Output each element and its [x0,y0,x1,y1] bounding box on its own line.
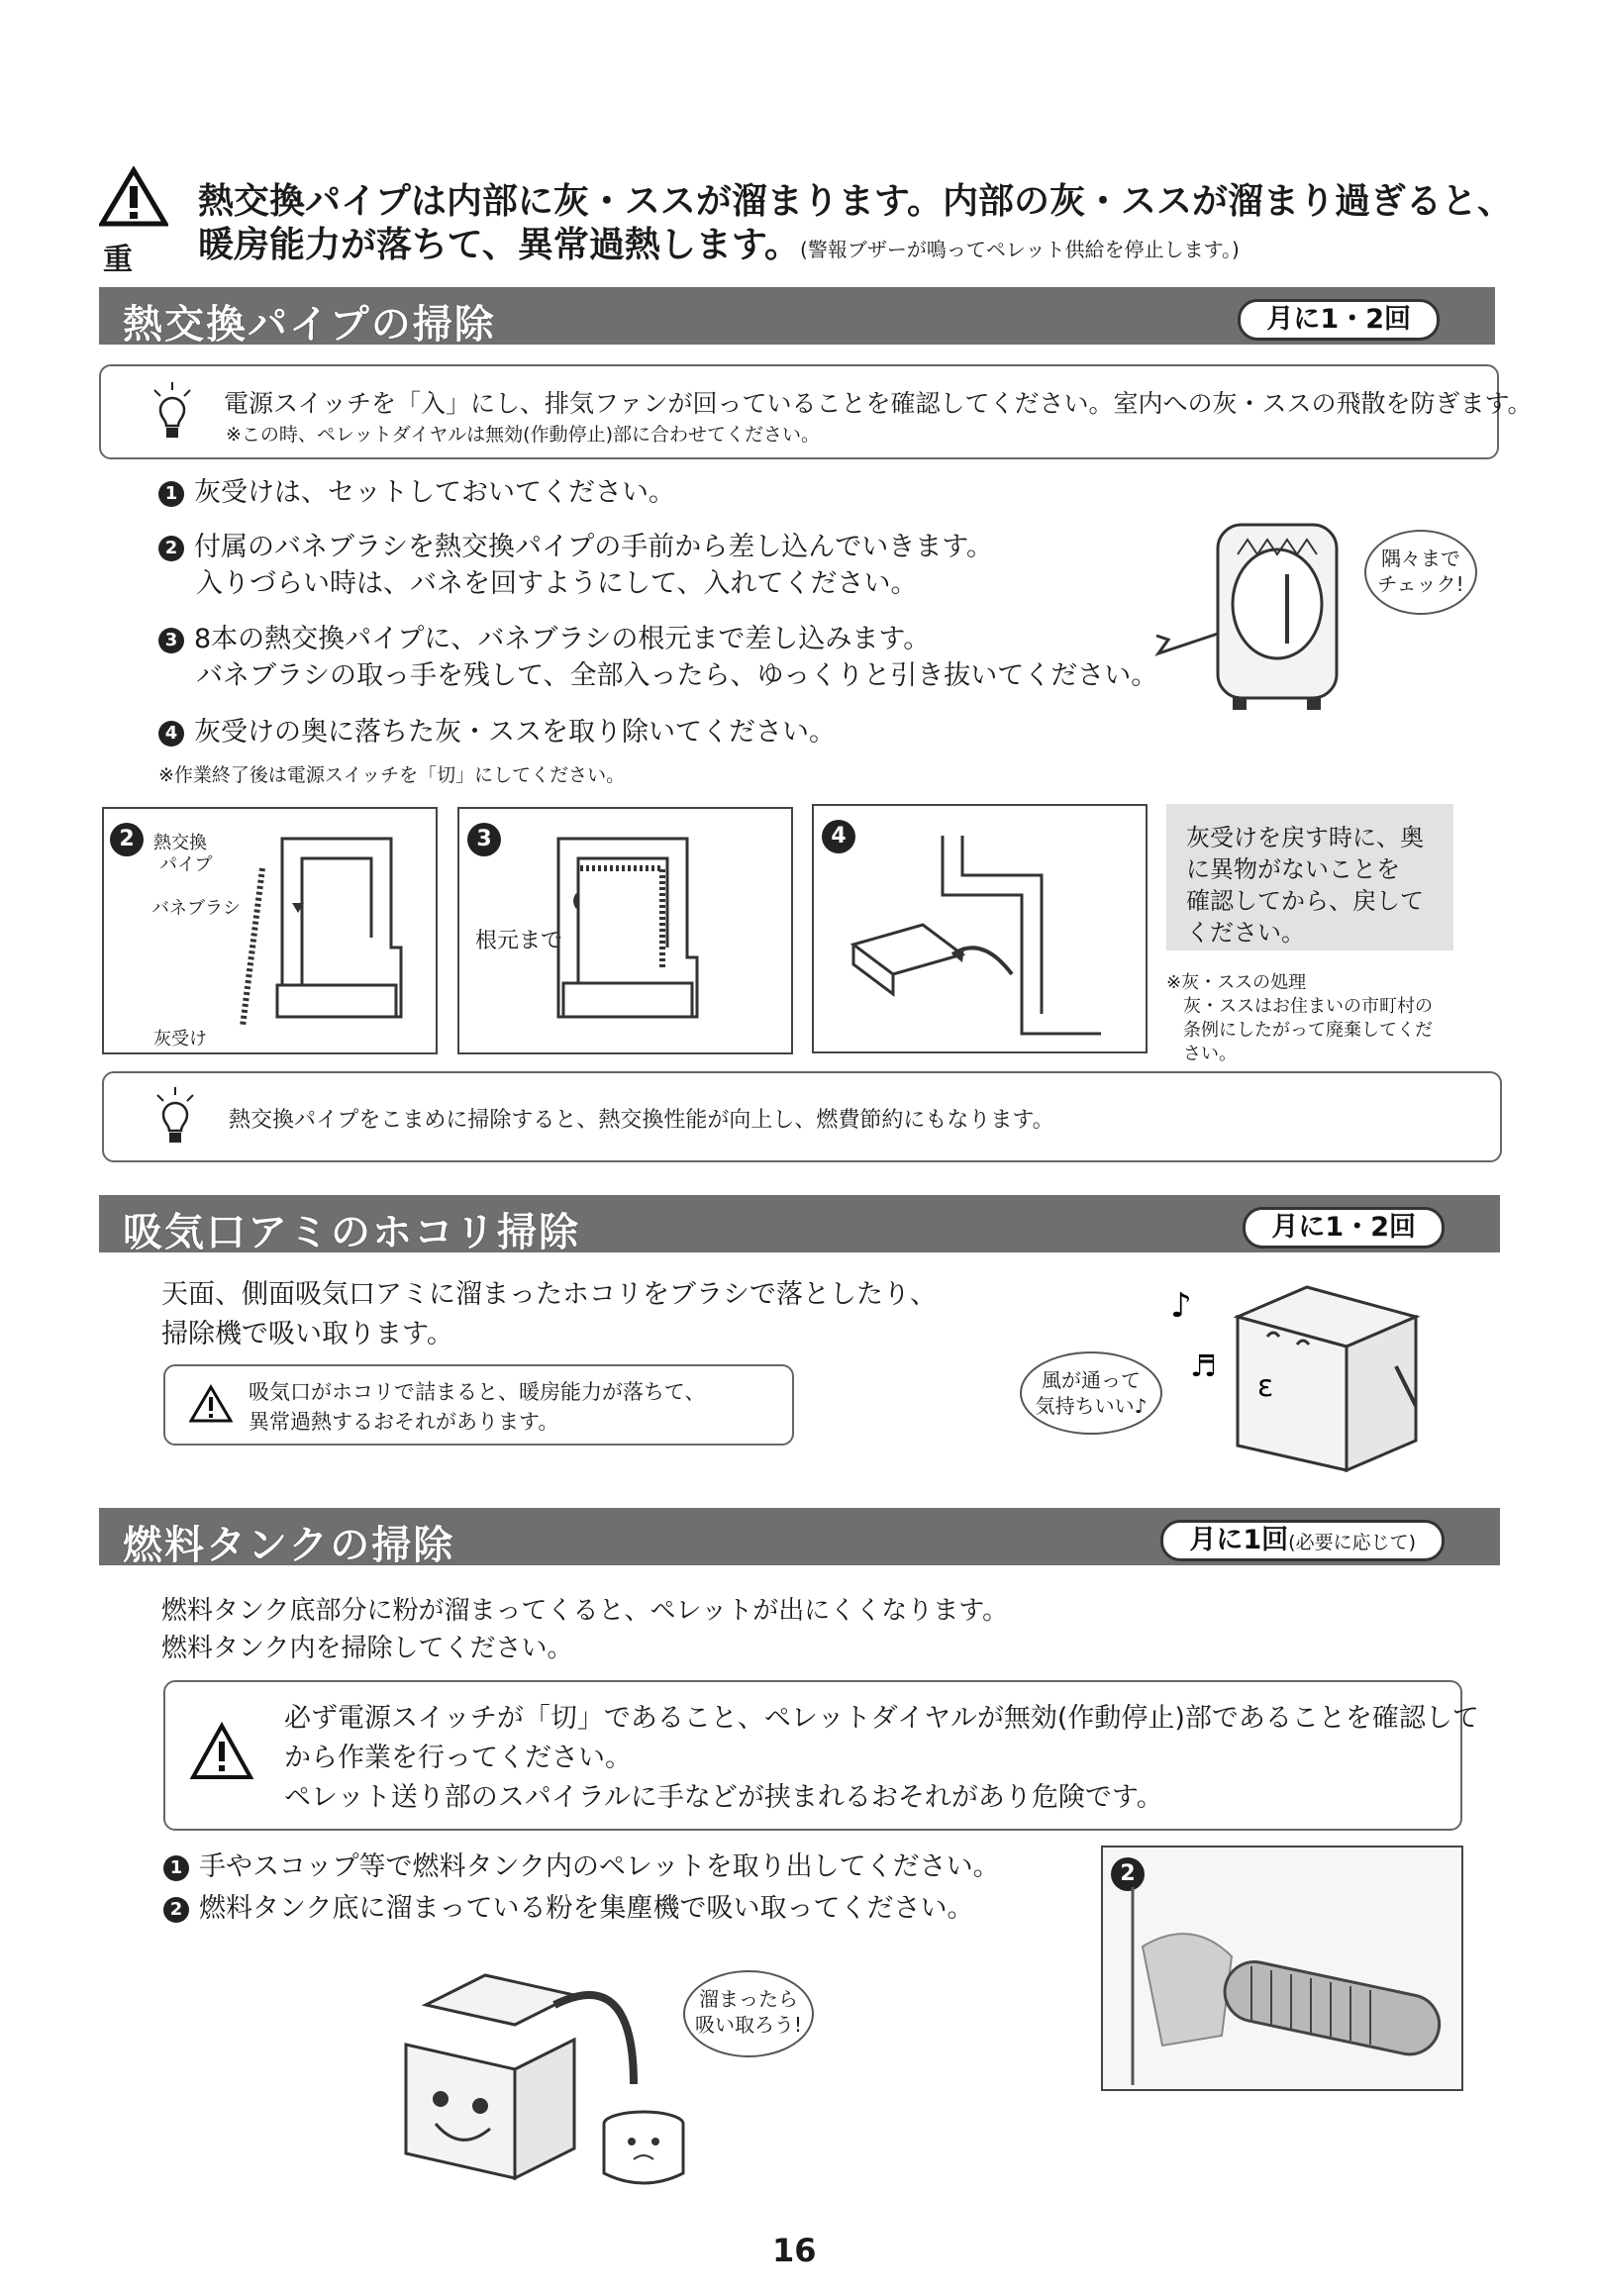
brush-insert-diagram [459,809,791,1052]
caution-line-1: 必ず電源スイッチが「切」であること、ペレットダイヤルが無効(作動停止)部であることを確認して [284,1703,1479,1734]
bubble-line-2: 気持ちいい♪ [1035,1394,1148,1418]
step-number: 1 [163,1855,189,1881]
label-pipe: 熱交換 [153,833,207,853]
warning-triangle-icon [189,1384,233,1424]
step-3-line-2: バネブラシの取っ手を残して、全部入ったら、ゆっくりと引き抜いてください。 [196,660,1158,691]
vacuum-hose-photo [1103,1847,1461,2089]
step-text: 燃料タンク底に溜まっている粉を集塵機で吸い取ってください。 [199,1893,974,1924]
caution-box-fuel-tank [163,1680,1479,1831]
label-brush: バネブラシ [151,898,241,919]
lightbulb-icon [153,1085,197,1148]
bubble-line-2: 吸い取ろう! [694,2013,803,2037]
panel-number: 2 [1111,1857,1145,1891]
section3-body-1: 燃料タンク底部分に粉が溜まってくると、ペレットが出にくくなります。 [161,1596,1009,1626]
gray-note-line: 確認してから、戻して [1186,887,1424,915]
disposal-note-line: 灰・ススはお住まいの市町村の [1183,996,1433,1017]
bubble-line-1: 溜まったら [699,1987,798,2011]
section-title: 吸気口アミのホコリ掃除 [123,1210,580,1255]
svg-text:ε: ε [1257,1369,1274,1404]
label-root: 根元まで [475,929,563,953]
step-text: 灰受けの奥に落ちた灰・ススを取り除いてください。 [194,717,836,748]
warning-triangle-icon [189,1722,254,1781]
caution-line-2: 異常過熱するおそれがあります。 [249,1410,559,1434]
tray-removal-diagram [814,806,1146,1051]
step-text: 灰受けは、セットしておいてください。 [194,477,675,508]
tip-sub: ※この時、ペレットダイヤルは無効(作動停止)部に合わせてください。 [226,424,820,446]
gray-note-box [1166,804,1453,950]
section-header-intake [99,1195,1500,1255]
tip-2-text: 熱交換パイプをこまめに掃除すると、熱交換性能が向上し、燃費節約にもなります。 [229,1108,1054,1133]
step-number: 3 [158,628,184,653]
step-2-line-2: 入りづらい時は、バネを回すようにして、入れてください。 [196,568,918,599]
panel-number: 3 [467,823,501,856]
step-1 [158,475,675,511]
svg-text:♬: ♬ [1190,1349,1217,1384]
section-title: 燃料タンクの掃除 [123,1523,455,1568]
warning-line-2 [198,220,1240,275]
illustration-panel-3 [457,807,793,1054]
warning-line-2-main: 暖房能力が落ちて、異常過熱します。 [198,225,801,265]
step-number: 2 [163,1897,189,1923]
frequency-small: (必要に応じて) [1288,1532,1416,1553]
section2-body-2: 掃除機で吸い取ります。 [161,1319,453,1349]
panel-number: 4 [822,820,855,853]
vacuum-photo-panel [1101,1846,1463,2091]
stove-character-illustration [1139,515,1366,713]
caution-box-intake [163,1364,794,1446]
step-note: ※作業終了後は電源スイッチを「切」にしてください。 [158,764,626,786]
page-number: 16 [772,2232,817,2269]
warning-line-1: 熱交換パイプは内部に灰・ススが溜まります。内部の灰・ススが溜まり過ぎると、 [198,181,1514,222]
illustration-panel-2 [102,807,438,1054]
step-number: 1 [158,481,184,507]
frequency-badge [1160,1520,1445,1561]
label-tray: 灰受け [153,1029,207,1049]
gray-note-line: に異物がないことを [1186,855,1400,883]
warning-triangle-icon [99,166,168,228]
heat-pipe-diagram [104,809,436,1052]
step-text: 付属のバネブラシを熱交換パイプの手前から差し込んでいきます。 [194,532,994,562]
bubble-line-2: チェック! [1377,572,1464,596]
fuel-step-1 [163,1849,1000,1885]
step-2 [158,530,993,565]
section2-body-1: 天面、側面吸気口アミに溜まったホコリをブラシで落としたり、 [161,1279,937,1310]
gray-note-line: 灰受けを戻す時に、奥 [1186,824,1424,851]
step-3 [158,622,930,657]
section-title: 熱交換パイプの掃除 [123,302,496,348]
caution-line-3: ペレット送り部のスパイラルに手などが挟まれるおそれがあり危険です。 [284,1782,1163,1813]
step-4 [158,715,836,750]
disposal-note-line: 条例にしたがって廃棄してくだ [1183,1020,1433,1041]
tip-box-2 [102,1071,1502,1162]
step-text: 8本の熱交換パイプに、バネブラシの根元まで差し込みます。 [194,624,931,654]
frequency-badge: 月に1・2回 [1238,299,1440,341]
step-number: 2 [158,536,184,561]
disposal-note-title: ※灰・ススの処理 [1166,972,1307,993]
step-number: 4 [158,721,184,747]
section3-body-2: 燃料タンク内を掃除してください。 [161,1634,573,1663]
vacuum-character-illustration [396,1965,713,2193]
panel-number: 2 [110,823,144,856]
speech-bubble [683,1970,814,2057]
bubble-line-1: 隅々まで [1381,547,1460,570]
fuel-step-2 [163,1891,973,1927]
section-header-heat-pipe [99,287,1495,348]
speech-bubble [1020,1351,1162,1435]
svg-text:♪: ♪ [1170,1286,1192,1326]
lightbulb-icon [150,380,194,444]
tip-box [99,364,1533,459]
frequency-badge: 月に1・2回 [1243,1207,1445,1248]
caution-line-1: 吸気口がホコリで詰まると、暖房能力が落ちて、 [249,1380,706,1404]
caution-line-2: から作業を行ってください。 [284,1743,632,1773]
section-header-fuel-tank [99,1508,1500,1568]
illustration-panel-4 [812,804,1148,1053]
label-pipe-2: パイプ [159,854,213,875]
bubble-line-1: 風が通って [1042,1368,1141,1392]
gray-note-line: ください。 [1186,919,1305,947]
importance-label: 重 [103,243,133,277]
intake-character-illustration [1158,1277,1436,1475]
speech-bubble [1364,530,1477,615]
disposal-note-line: さい。 [1183,1044,1237,1064]
tip-main: 電源スイッチを「入」にし、排気ファンが回っていることを確認してください。室内への灰・ススの飛散を防ぎます。 [224,389,1533,418]
frequency-main: 月に1回 [1189,1525,1289,1555]
step-text: 手やスコップ等で燃料タンク内のペレットを取り出してください。 [199,1851,1000,1882]
warning-line-2-small: (警報ブザーが鳴ってペレット供給を停止します。) [800,238,1240,261]
